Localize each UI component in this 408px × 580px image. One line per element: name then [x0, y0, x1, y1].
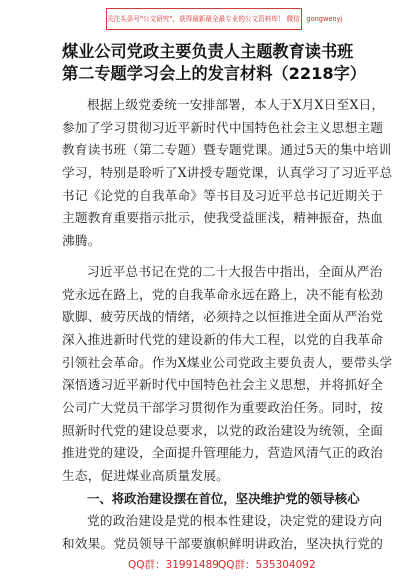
- qq-group-2: QQ群：535304092: [218, 559, 316, 571]
- text-line: 主题教育重要指示批示，使我受益匪浅，精神振奋，热血: [62, 210, 384, 226]
- text-line: 生态，促进煤业高质量发展。: [62, 468, 229, 483]
- title-line: 煤业公司党政主要负责人主题教育读书班: [62, 42, 354, 61]
- section-heading: 一、将政治建设摆在首位，坚决维护党的领导核心: [87, 490, 360, 506]
- text-line: 党永远在路上，党的自我革命永远在路上，决不能有松劲: [62, 286, 384, 302]
- text-line: 参加了学习贯彻习近平新时代中国特色社会主义思想主题: [62, 119, 384, 135]
- text-line: 照新时代党的建设总要求，以党的政治建设为统领，全面: [62, 422, 384, 438]
- text-line: 引领社会革命。作为X煤业公司党政主要负责人，要带头学: [62, 354, 393, 370]
- text-line: 深入推进新时代党的建设新的伟大工程，以党的自我革命: [62, 331, 384, 347]
- title-line: 第二专题学习会上的发言材料（2218字）: [62, 64, 367, 83]
- footer: [0, 556, 408, 574]
- text-line: 书记《论党的自我革命》等书目及习近平总书记近期关于: [62, 187, 384, 203]
- document-title: [62, 41, 367, 85]
- promo-banner: 关注头条号"公文研究"，获得最新最全最专业的公文资料库！ 微信：gongwenyj: [106, 8, 302, 30]
- text-line: 歇脚、疲劳厌战的情绪，必须持之以恒推进全面从严治党: [62, 309, 384, 325]
- paragraph-1: [62, 94, 393, 253]
- text-line: 深悟透习近平新时代中国特色社会主义思想，并将抓好全: [62, 377, 384, 393]
- text-line: 推进党的建设，全面提升管理能力，营造风清气正的政治: [62, 445, 384, 461]
- document-body: [62, 94, 393, 556]
- text-line: 学习，特别是聆听了X讲授专题党课，认真学习了习近平总: [62, 165, 393, 181]
- qq-group-1: QQ群：31991489: [128, 559, 219, 571]
- text-line: 沸腾。: [62, 233, 101, 249]
- text-line: 公司广大党员干部学习贯彻作为重要政治任务。同时，按: [62, 399, 384, 415]
- text-line: 和效果。党员领导干部要旗帜鲜明讲政治，坚决执行党的: [62, 536, 384, 552]
- text-line: 习近平总书记在党的二十大报告中指出，全面从严治: [87, 263, 383, 279]
- text-line: 根据上级党委统一安排部署，本人于X月X日至X日，: [87, 97, 385, 112]
- text-line: 党的政治建设是党的根本性建设，决定党的建设方向: [87, 513, 383, 529]
- paragraph-2: [62, 261, 393, 488]
- paragraph-3: [62, 510, 384, 555]
- text-line: 教育读书班（第二专题）暨专题党课。通过5天的集中培训: [62, 142, 392, 158]
